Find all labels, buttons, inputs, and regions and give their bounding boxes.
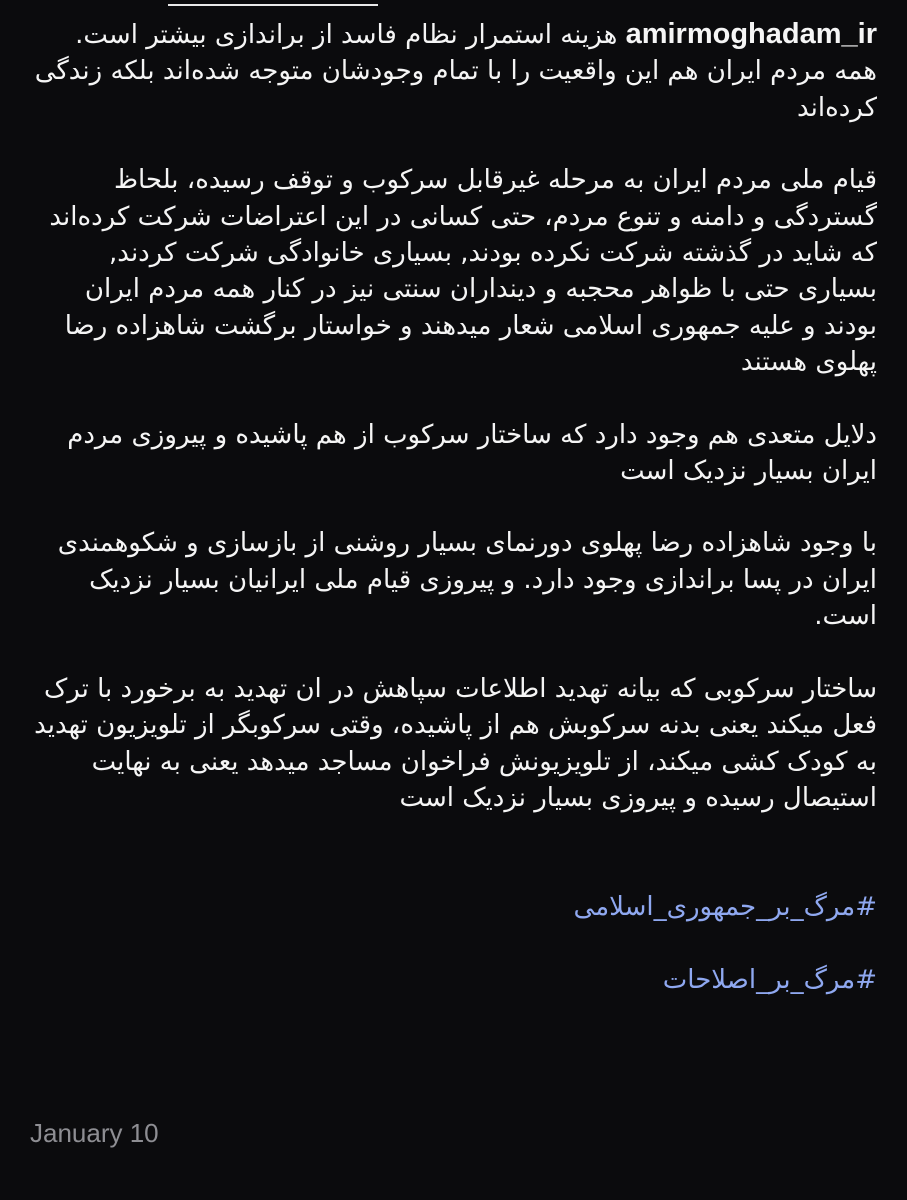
cropped-header-edge xyxy=(168,0,378,6)
hashtag-list xyxy=(30,852,877,1034)
caption-paragraph-2: دلایل متعدی هم وجود دارد که ساختار سرکوب از هم پاشیده و پیروزی مردم ایران بسیار نزدیک است xyxy=(67,419,877,487)
username-link[interactable]: amirmoghadam_ir xyxy=(625,18,877,50)
caption-paragraph-4: ساختار سرکوبی که بیانه تهدید اطلاعات سپاهش در ان تهدید به برخورد با ترک فعل میکند یعنی بدنه سرکوبش هم از پاشیده، وقتی سرکوبگر از تلویزیون تهدید به کودک کشی میکند، از تلویزیونش فراخوان مساجد میدهد یعنی به نهایت استیصال رسیده و پیروزی بسیار نزدیک است xyxy=(34,673,877,813)
caption-intro-rest: همه مردم ایران هم این واقعیت را با تمام وجودشان متوجه شده‌اند بلکه زندگی کرده‌اند xyxy=(34,56,877,123)
caption-intro-text: هزینه استمرار نظام فاسد از براندازی بیشتر است. xyxy=(75,20,618,50)
post-caption xyxy=(30,16,877,1034)
caption-paragraph-1: قیام ملی مردم ایران به مرحله غیرقابل سرکوب و توقف رسیده، بلحاظ گستردگی و دامنه و تنوع مردم، حتی کسانی در این اعتراضات شرکت کرده‌اند که شاید در گذشته شرکت نکرده بودند, بسیاری خانوادگی شرکت کردند, بسیاری حتی با ظواهر محجبه و دینداران سنتی نیز در کنار همه مردم ایران بودند و علیه جمهوری اسلامی شعار میدهند و خواستار برگشت شاهزاده رضا پهلوی هستند xyxy=(49,165,877,378)
caption-intro xyxy=(30,16,877,126)
hashtag-link[interactable]: #مرگ_بر_جمهوری_اسلامی xyxy=(573,891,877,922)
hashtag-link[interactable]: #مرگ_بر_اصلاحات xyxy=(662,964,877,995)
post-date: January 10 xyxy=(30,1118,159,1148)
caption-paragraph-3: با وجود شاهزاده رضا پهلوی دورنمای بسیار روشنی از بازسازی و شکوهمندی ایران در پسا براندازی وجود دارد. و پیروزی قیام ملی ایرانیان بسیار نزدیک است. xyxy=(57,528,877,632)
